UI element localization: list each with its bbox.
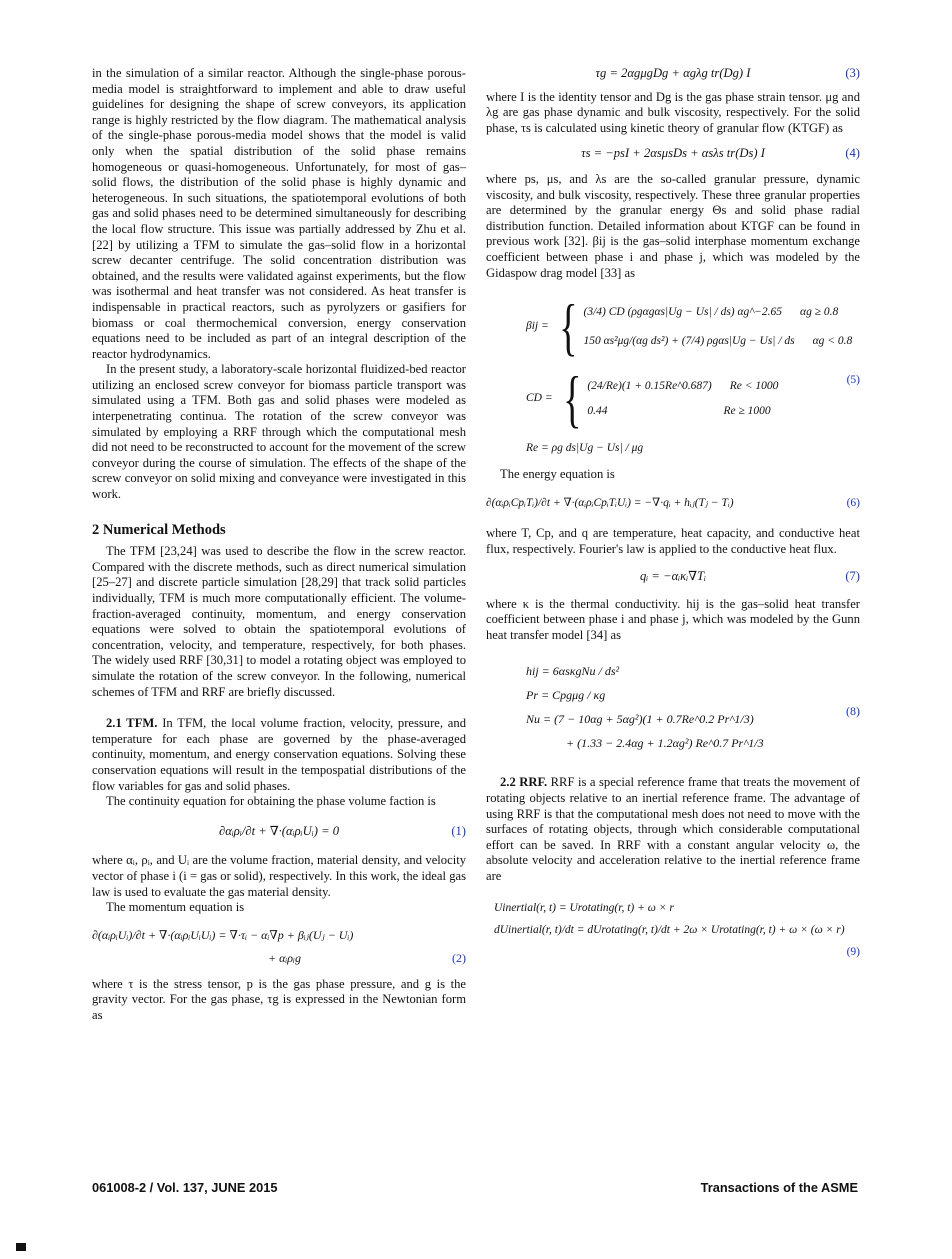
equation-text: Uinertial(r, t) = Urotating(r, t) + ω × r [494,901,674,914]
equation-text: hij = 6αsκgNu / ds² [526,664,620,679]
paragraph: where T, Cp, and q are temperature, heat capacity, and conductive heat flux, respectively. Fourier's law is applied to the conductive heat flux. [486,525,860,556]
subsection-paragraph [92,716,466,794]
subsection-text: RRF is a special reference frame that treats the movement of rotating objects relative to an inertial reference frame. The advantage of using RRF is that the computational mesh does not need to move with the surfaces of rotating objects, through which considerable computational effort can be saved. In RRF with a constant angular velocity ω, the absolute velocity and acceleration relative to the inertial reference frame are [486,775,860,884]
corner-mark [16,1243,26,1251]
subsection-text: In TFM, the local volume fraction, velocity, pressure, and temperature for each phase are governed by the phase-averaged continuity, momentum, and energy conservation equations. Solving these conservation equations will result in the tempospatial distributions of the flow variables for gas and solid phases. [92,716,466,793]
equation-6 [486,496,860,512]
equation-case: 0.44 [587,405,608,418]
equation-text: + αᵢρᵢg [268,951,301,966]
equation-text: + (1.33 − 2.4αg + 1.2αg²) Re^0.7 Pr^1/3 [566,736,764,751]
section-heading: 2 Numerical Methods [92,521,226,538]
equation-number: (9) [846,945,860,958]
equation-text: Re = ρg ds|Ug − Us| / μg [526,442,644,455]
subsection-paragraph [486,775,860,884]
equation-7 [486,569,860,585]
equation-text: Nu = (7 − 10αg + 5αg²)(1 + 0.7Re^0.2 Pr^1/3) [526,712,754,727]
equation-case: (3/4) CD (ρgαgαs|Ug − Us| / ds) αg^−2.65 [583,305,783,318]
paragraph: The energy equation is [500,466,615,481]
equation-number: (2) [452,951,466,966]
right-column [486,66,860,963]
equation-condition: αg ≥ 0.8 [800,305,839,318]
equation-condition: Re ≥ 1000 [723,405,771,418]
paragraph: The TFM [23,24] was used to describe the flow in the screw reactor. Compared with the discrete methods, such as direct numerical simulation [25–27] and discrete particle simulation [28,29] that track solid particles individually, TFM is much more computationally efficient. The volume-fraction-averaged continuity, momentum, and energy conservation equations were solved to obtain the spatiotemporal evolutions of concentration, velocity, and temperature, respectively, for both phases. The widely used RRF [30,31] to model a rotating object was employed to simulate the rotation of the screw conveyor. In the following, numerical schemes of TFM and RRF are briefly discussed. [92,544,466,699]
equation-1 [92,824,466,840]
paragraph: where τ is the stress tensor, p is the gas phase pressure, and g is the gravity vector. For the gas phase, τg is expressed in the Newtonian form as [92,976,466,1023]
equation-text: ∂αᵢρᵢ/∂t + ∇·(αᵢρᵢUᵢ) = 0 [218,823,340,838]
paragraph: In the present study, a laboratory-scale horizontal fluidized-bed reactor utilizing an enclosed screw conveyor for biomass particle transport was simulated using a TFM. Both gas and solid phases were modeled as interpenetrating continua. The rotation of the screw conveyor was simulated by employing a RRF through which the computational mesh did not need to be reconstructed to account for the movement of the screw conveyor during the course of simulation. The effects of the shape of the screw conveyor on solid mixing and conveyance were investigated in this work. [92,362,466,502]
equation-9 [494,897,860,963]
paragraph: The momentum equation is [106,900,245,915]
equation-5: βij = { (3/4) CD (ρgαgαs|Ug − Us| / ds) αg^−2.65 αg ≥ 0.8 150 αs²μg/(αg ds²) + (7/4) ρgαs|Ug − Us| / ds αg < 0.8 CD = { (24/Re)(1 + 0.15Re^0.687) Re < 1000 0.44 Re ≥ 1000 Re = ρg ds|Ug − Us| / μg (5) [526,295,860,457]
equation-text: ∂(αᵢρᵢUᵢ)/∂t + ∇·(αᵢρᵢUᵢUᵢ) = ∇·τᵢ − αᵢ∇p + βᵢⱼ(Uⱼ − Uᵢ) [92,927,354,942]
equation-number: (5) [846,374,860,387]
equation-text: ∂(αᵢρᵢCpᵢTᵢ)/∂t + ∇·(αᵢρᵢCpᵢTᵢUᵢ) = −∇·qᵢ + hᵢⱼ(Tⱼ − Tᵢ) [486,497,734,510]
left-column [92,66,466,1024]
equation-number: (3) [845,66,860,80]
footer-journal: Transactions of the ASME [700,1180,858,1195]
equation-4 [486,146,860,162]
page-footer [92,1180,858,1195]
footer-citation: 061008-2 / Vol. 137, JUNE 2015 [92,1180,278,1195]
equation-text: Pr = Cpgμg / κg [526,688,606,703]
equation-8 [526,659,860,755]
equation-2 [92,928,466,967]
paragraph: where αᵢ, ρᵢ, and Uᵢ are the volume fraction, material density, and velocity vector of phase i (i = gas or solid), respectively. In this work, the ideal gas law is used to evaluate the gas material density. [92,853,466,899]
paragraph: where I is the identity tensor and Dg is the gas phase strain tensor. μg and λg are gas phase dynamic and bulk viscosity, respectively. For the solid phase, τs is calculated using kinetic theory of granular flow (KTGF) as [486,89,860,135]
equation-number: (7) [845,569,860,584]
equation-condition: αg < 0.8 [812,335,853,348]
equation-3 [486,66,860,82]
equation-number: (1) [451,823,466,838]
equation-number: (8) [846,704,860,719]
paragraph: where κ is the thermal conductivity. hij is the gas–solid heat transfer coefficient between phase i and phase j, which was modeled by the Gunn heat transfer model [34] as [486,596,860,642]
equation-number: (6) [846,497,860,510]
paragraph: in the simulation of a similar reactor. Although the single-phase porous-media model is straightforward to implement and able to draw useful guidelines for designing the shape of screw conveyors, its application range is highly restricted by the flow diagram. The mathematical analysis of the single-phase porous-media model shows that the model is valid only when the spatial distribution of the solid phase remains homogeneous or quasi-homogeneous. Unfortunately, for most of gas–solid flows, the distribution of the solid phase is highly dynamic and heterogeneous. In such situations, the spatiotemporal evolutions of both gas and solid phases need to be determined simultaneously for describing the local flow structure. This issue was partially addressed by Zhu et al. [22] by utilizing a TFM to simulate the gas–solid flow in a horizontal screw decanter centrifuge. The solid concentration distribution was obtained, and the results were validated against experiments, but the flow was isothermal and heat transfer was not considered. As heat transfer is indispensable in practical reactors, such as pyrolyzers or gasifiers for biomass or coal thermochemical conversion, energy conservation equations need to be included as part of an integral description of the reactor hydrodynamics. [92,66,466,361]
equation-number: (4) [845,146,860,161]
equation-condition: Re < 1000 [729,379,779,392]
equation-text: τg = 2αgμgDg + αgλg tr(Dg) I [595,66,751,80]
left-brace-icon: { [562,363,582,435]
equation-text: qᵢ = −αᵢκᵢ∇Tᵢ [639,569,706,584]
equation-text: τs = −psI + 2αsμsDs + αsλs tr(Ds) I [581,146,765,161]
equation-text: dUinertial(r, t)/dt = dUrotating(r, t)/dt + 2ω × Urotating(r, t) + ω × (ω × r) [494,923,845,936]
equation-case: (24/Re)(1 + 0.15Re^0.687) [587,379,712,392]
equation-case: 150 αs²μg/(αg ds²) + (7/4) ρgαs|Ug − Us| / ds [583,335,795,348]
left-brace-icon: { [558,291,578,363]
subsection-heading: 2.2 RRF. [500,775,548,790]
subsection-heading: 2.1 TFM. [106,716,158,731]
paragraph: The continuity equation for obtaining the phase volume faction is [106,794,436,809]
paragraph: where ps, μs, and λs are the so-called granular pressure, dynamic viscosity, and bulk viscosity, respectively. These three granular properties are determined by the granular energy Θs and solid phase radial distribution function. Detailed information about KTGF can be found in previous work [32]. βij is the gas–solid interphase momentum exchange coefficient between phase i and phase j, which was modeled by the Gidaspow drag model [33] as [486,171,860,280]
